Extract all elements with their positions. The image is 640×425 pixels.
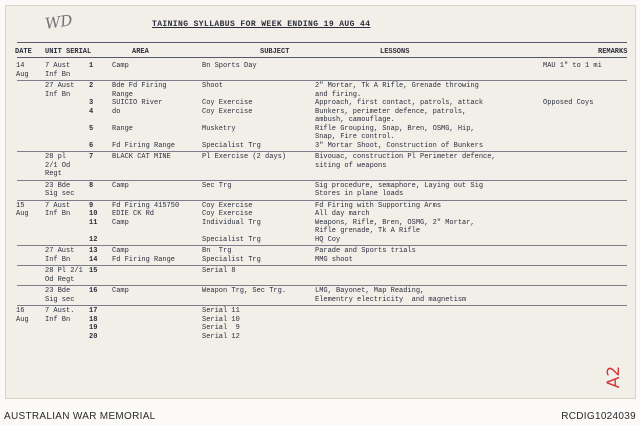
header-area: AREA xyxy=(132,48,149,56)
subject-cell: Specialist Trg xyxy=(202,141,261,150)
row-separator xyxy=(17,180,627,181)
lessons-cell: LMG, Bayonet, Map Reading, xyxy=(315,287,425,295)
serial-cell: 6 xyxy=(89,141,94,150)
unit-cell: 7 Aust xyxy=(45,201,71,210)
subject-cell: Serial 8 xyxy=(202,267,236,275)
document-title: TAINING SYLLABUS FOR WEEK ENDING 19 AUG 44 xyxy=(152,20,371,29)
serial-cell: 1 xyxy=(89,62,94,70)
lessons-cell: Fd Firing with Supporting Arms xyxy=(315,201,442,210)
lessons-cell: HQ Coy xyxy=(315,235,341,244)
area-cell: Camp xyxy=(112,62,129,70)
serial-cell: 4 xyxy=(89,107,94,116)
row-separator xyxy=(17,285,627,286)
area-cell: Fd Firing Range xyxy=(112,141,176,150)
lessons-cell: Snap, Fire control. xyxy=(315,133,395,141)
unit-cell: Inf Bn xyxy=(45,210,71,218)
unit-cell: 27 Aust xyxy=(45,247,75,255)
subject-cell: Specialist Trg xyxy=(202,255,261,264)
serial-cell: 19 xyxy=(89,324,98,332)
date-cell: Aug xyxy=(16,315,29,324)
lessons-cell: Weapons, Rifle, Bren, OSMG, 2" Mortar, xyxy=(315,218,475,227)
serial-cell: 16 xyxy=(89,287,98,295)
serial-cell: 17 xyxy=(89,307,98,315)
subject-cell: Specialist Trg xyxy=(202,235,261,244)
unit-cell: 28 pl xyxy=(45,153,67,161)
lessons-cell: Parade and Sports trials xyxy=(315,247,416,255)
subject-cell: Bn Trg xyxy=(202,247,232,255)
unit-cell: 23 Bde xyxy=(45,287,71,295)
lessons-cell: MMG shoot xyxy=(315,255,353,264)
row-separator xyxy=(17,265,627,266)
subject-cell: Bn Sports Day xyxy=(202,62,257,70)
remarks-cell: Opposed Coys xyxy=(543,99,594,107)
header-remarks: REMARKS xyxy=(598,48,628,56)
date-cell: 14 xyxy=(16,62,25,70)
row-separator xyxy=(17,80,627,81)
subject-cell: Musketry xyxy=(202,124,236,133)
row-separator xyxy=(17,245,627,246)
document-page xyxy=(5,5,636,399)
area-cell: Fd Firing 415750 xyxy=(112,201,180,210)
serial-cell: 18 xyxy=(89,315,98,324)
handwritten-mark: WD xyxy=(43,11,74,33)
unit-cell: Inf Bn xyxy=(45,90,71,99)
header-bottom-rule xyxy=(17,57,627,58)
date-cell: Aug xyxy=(16,210,29,218)
date-cell: 15 xyxy=(16,201,25,210)
unit-cell: 2/1 Od xyxy=(45,161,71,170)
subject-cell: Serial 12 xyxy=(202,332,240,341)
serial-cell: 9 xyxy=(89,201,94,210)
lessons-cell: Stores in plane loads xyxy=(315,190,404,198)
serial-cell: 20 xyxy=(89,332,98,341)
row-separator xyxy=(17,200,627,201)
lessons-cell: All day march xyxy=(315,210,370,218)
area-cell: Fd Firing Range xyxy=(112,255,176,264)
subject-cell: Serial 10 xyxy=(202,315,240,324)
unit-cell: 7 Aust xyxy=(45,62,71,70)
subject-cell: Shoot xyxy=(202,82,224,90)
lessons-cell: Approach, first contact, patrols, attack xyxy=(315,99,484,107)
serial-cell: 3 xyxy=(89,99,94,107)
area-cell: Camp xyxy=(112,218,129,227)
row-separator xyxy=(17,151,627,152)
subject-cell: Sec Trg xyxy=(202,181,232,190)
subject-cell: Coy Exercise xyxy=(202,99,253,107)
unit-cell: 28 Pl 2/1 xyxy=(45,267,83,275)
area-cell: do xyxy=(112,107,121,116)
unit-cell: 23 Bde xyxy=(45,181,71,190)
header-top-rule xyxy=(17,42,627,43)
header-lessons: LESSONS xyxy=(380,48,410,56)
serial-cell: 11 xyxy=(89,218,98,227)
subject-cell: Pl Exercise (2 days) xyxy=(202,153,287,161)
lessons-cell: siting of weapons xyxy=(315,161,387,170)
date-cell: Aug xyxy=(16,70,29,79)
unit-cell: Inf Bn xyxy=(45,255,71,264)
subject-cell: Coy Exercise xyxy=(202,107,253,116)
serial-cell: 2 xyxy=(89,82,94,90)
area-cell: Range xyxy=(112,124,134,133)
area-cell: Camp xyxy=(112,287,129,295)
area-cell: SUICIO River xyxy=(112,99,163,107)
footer-source: AUSTRALIAN WAR MEMORIAL xyxy=(4,411,156,422)
subject-cell: Serial 9 xyxy=(202,324,240,332)
footer-id: RCDIG1024039 xyxy=(561,411,636,422)
lessons-cell: Bivouac, construction Pl Perimeter defence, xyxy=(315,153,496,161)
unit-cell: Sig sec xyxy=(45,295,75,304)
area-cell: Range xyxy=(112,90,134,99)
remarks-cell: MAU 1" to 1 mi xyxy=(543,62,602,70)
header-unit: UNIT SERIAL xyxy=(45,48,92,56)
unit-cell: Od Regt xyxy=(45,275,75,284)
lessons-cell: and firing. xyxy=(315,90,362,99)
subject-cell: Serial 11 xyxy=(202,307,240,315)
lessons-cell: Elementry electricity and magnetism xyxy=(315,295,467,304)
header-date: DATE xyxy=(15,48,32,56)
page-stamp: A2 xyxy=(604,365,625,389)
lessons-cell: Sig procedure, semaphore, Laying out Sig xyxy=(315,181,484,190)
lessons-cell: 3" Mortar Shoot, Construction of Bunkers xyxy=(315,141,484,150)
subject-cell: Individual Trg xyxy=(202,218,261,227)
lessons-cell: Rifle grenade, Tk A Rifle xyxy=(315,227,421,235)
area-cell: BLACK CAT MINE xyxy=(112,153,171,161)
subject-cell: Coy Exercise xyxy=(202,210,253,218)
serial-cell: 12 xyxy=(89,235,98,244)
area-cell: Camp xyxy=(112,247,129,255)
unit-cell: Inf Bn xyxy=(45,315,71,324)
lessons-cell: ambush, camouflage. xyxy=(315,116,395,124)
unit-cell: 27 Aust xyxy=(45,82,75,90)
lessons-cell: 2" Mortar, Tk A Rifle, Grenade throwing xyxy=(315,82,479,90)
lessons-cell: Rifle Grouping, Snap, Bren, OSMG, Hip, xyxy=(315,124,475,133)
area-cell: Bde Fd Firing xyxy=(112,82,167,90)
row-separator xyxy=(17,305,627,306)
serial-cell: 14 xyxy=(89,255,98,264)
lessons-cell: Bunkers, perimeter defence, patrols, xyxy=(315,107,467,116)
date-cell: 16 xyxy=(16,307,25,315)
serial-cell: 15 xyxy=(89,267,98,275)
header-subject: SUBJECT xyxy=(260,48,290,56)
serial-cell: 7 xyxy=(89,153,94,161)
subject-cell: Weapon Trg, Sec Trg. xyxy=(202,287,287,295)
area-cell: EDIE CK Rd xyxy=(112,210,155,218)
serial-cell: 5 xyxy=(89,124,94,133)
serial-cell: 13 xyxy=(89,247,98,255)
unit-cell: Inf Bn xyxy=(45,70,71,79)
area-cell: Camp xyxy=(112,181,129,190)
serial-cell: 8 xyxy=(89,181,94,190)
unit-cell: Regt xyxy=(45,170,62,178)
unit-cell: Sig sec xyxy=(45,190,75,198)
subject-cell: Coy Exercise xyxy=(202,201,253,210)
serial-cell: 10 xyxy=(89,210,98,218)
unit-cell: 7 Aust. xyxy=(45,307,75,315)
